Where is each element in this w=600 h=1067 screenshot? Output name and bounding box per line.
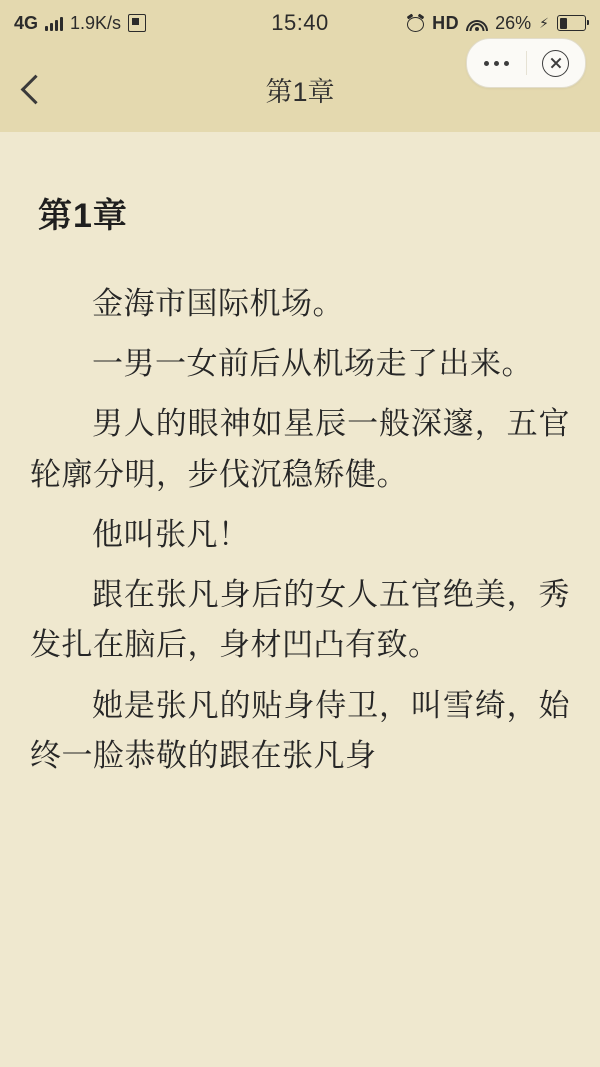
battery-icon — [557, 15, 586, 31]
paragraph: 金海市国际机场。 — [92, 286, 344, 321]
network-type-label: 4G — [14, 12, 39, 33]
hd-label: HD — [432, 12, 460, 33]
paragraph: 他叫张凡！ — [92, 516, 250, 552]
more-menu-button[interactable] — [467, 61, 526, 66]
screenshot-icon — [128, 14, 146, 32]
back-button[interactable] — [0, 46, 70, 132]
page-title: 第1章 — [265, 76, 335, 107]
more-dots-icon — [494, 61, 499, 66]
battery-percent-label: 26% — [495, 12, 532, 33]
status-bar-left — [14, 13, 146, 34]
signal-bars-icon — [45, 15, 63, 31]
paragraph: 她是张凡的贴身侍卫，叫雪绮，始终一脸恭敬的跟在张凡身 — [30, 687, 570, 773]
wifi-icon — [467, 16, 487, 31]
reader-content[interactable] — [0, 132, 600, 1067]
more-dots-icon — [504, 61, 509, 66]
paragraph: 跟在张凡身后的女人五官绝美，秀发扎在脑后，身材凹凸有致。 — [30, 577, 570, 663]
paragraph: 一男一女前后从机场走了出来。 — [92, 346, 533, 382]
close-button[interactable] — [527, 50, 586, 77]
alarm-clock-icon — [407, 15, 424, 32]
paragraph: 男人的眼神如星辰一般深邃，五官轮廓分明，步伐沉稳矫健。 — [30, 406, 570, 492]
network-speed-label: 1.9K/s — [70, 12, 122, 33]
mini-program-capsule — [466, 38, 586, 88]
status-bar-clock: 15:40 — [271, 10, 329, 35]
lightning-bolt-icon: ⚡ — [539, 14, 549, 31]
chapter-heading: 第1章 — [38, 197, 128, 235]
status-bar-right — [407, 13, 586, 34]
more-dots-icon — [484, 61, 489, 66]
close-circle-icon — [542, 50, 569, 77]
nav-bar — [0, 46, 600, 132]
chevron-left-icon — [20, 74, 50, 104]
